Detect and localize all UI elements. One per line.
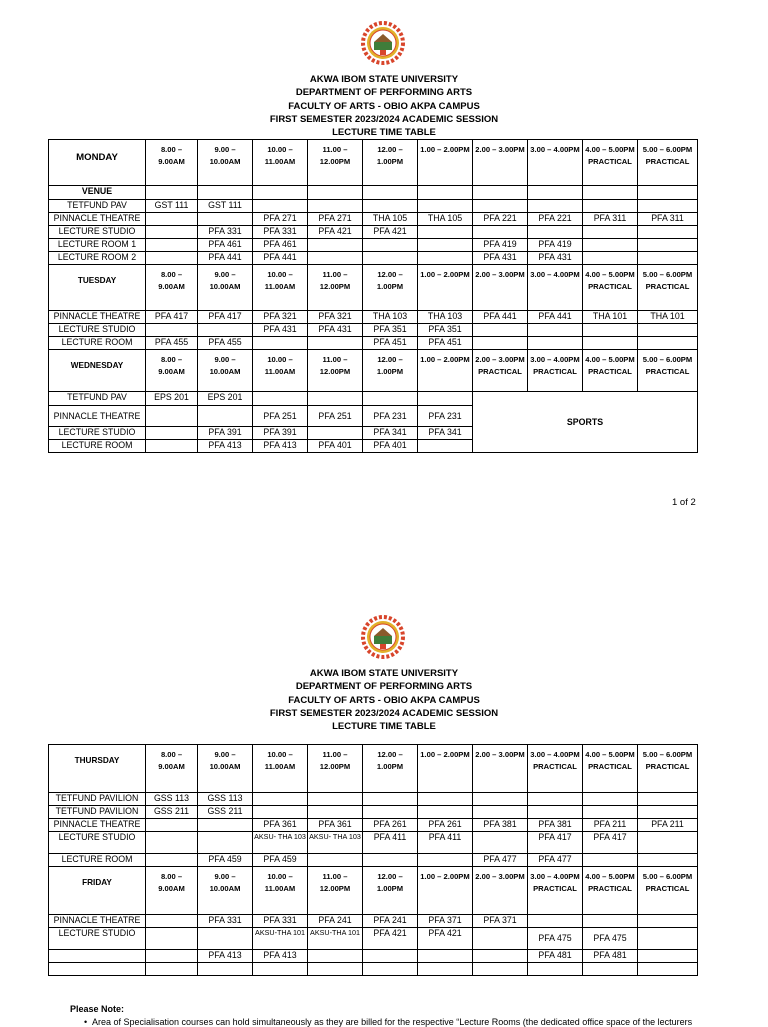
course-cell: PFA 431	[253, 324, 308, 337]
course-cell: EPS 201	[146, 392, 198, 406]
course-cell: PFA 261	[418, 819, 473, 832]
time-slot: 5.00 – 6.00PM PRACTICAL	[638, 745, 698, 793]
time-slot: 12.00 – 1.00PM	[363, 350, 418, 392]
course-cell: PFA 381	[473, 819, 528, 832]
header-block	[0, 73, 768, 139]
course-cell: PFA 311	[638, 213, 698, 226]
course-cell: PFA 251	[308, 406, 363, 427]
course-cell: PFA 475	[528, 928, 583, 950]
table-row	[49, 213, 698, 226]
table-row	[49, 226, 698, 239]
course-cell: PFA 221	[473, 213, 528, 226]
venue-cell: TETFUND PAVILION	[49, 806, 146, 819]
time-slot: 11.00 – 12.00PM	[308, 350, 363, 392]
time-slot: 4.00 – 5.00PM PRACTICAL	[583, 745, 638, 793]
time-slot: 9.00 – 10.00AM	[198, 867, 253, 915]
table-row	[49, 832, 698, 854]
time-slot: 2.00 – 3.00PM	[473, 140, 528, 186]
semester-title: FIRST SEMESTER 2023/2024 ACADEMIC SESSION	[269, 113, 499, 125]
course-cell: PFA 331	[198, 226, 253, 239]
table-row	[49, 915, 698, 928]
course-cell: PFA 381	[528, 819, 583, 832]
course-cell: PFA 401	[308, 440, 363, 453]
time-slot: 9.00 – 10.00AM	[198, 350, 253, 392]
time-slot: 8.00 – 9.00AM	[146, 745, 198, 793]
time-slot: 12.00 – 1.00PM	[363, 745, 418, 793]
course-cell: PFA 231	[363, 406, 418, 427]
venue-cell: LECTURE ROOM	[49, 440, 146, 453]
time-slot: 1.00 – 2.00PM	[418, 867, 473, 915]
course-cell: PFA 421	[418, 928, 473, 950]
course-cell: GSS 211	[198, 806, 253, 819]
venue-cell: LECTURE STUDIO	[49, 928, 146, 950]
course-cell: PFA 401	[363, 440, 418, 453]
course-cell: PFA 321	[253, 311, 308, 324]
time-slot: 2.00 – 3.00PM PRACTICAL	[473, 350, 528, 392]
day-label-monday: MONDAY	[49, 140, 146, 186]
table-row	[49, 337, 698, 350]
timetable-page-1	[48, 139, 698, 453]
venue-cell: TETFUND PAV	[49, 200, 146, 213]
time-slot: 11.00 – 12.00PM	[308, 867, 363, 915]
table-row	[49, 324, 698, 337]
time-slot: 9.00 – 10.00AM	[198, 265, 253, 311]
course-cell: PFA 461	[253, 239, 308, 252]
course-cell: PFA 211	[583, 819, 638, 832]
time-slot: 1.00 – 2.00PM	[418, 745, 473, 793]
course-cell: PFA 413	[198, 950, 253, 963]
course-cell: PFA 431	[473, 252, 528, 265]
time-slot: 12.00 – 1.00PM	[363, 867, 418, 915]
time-slot: 12.00 – 1.00PM	[363, 140, 418, 186]
time-slot: 4.00 – 5.00PM PRACTICAL	[583, 867, 638, 915]
course-cell: PFA 455	[198, 337, 253, 350]
friday-header-row	[49, 867, 698, 915]
time-slot: 9.00 – 10.00AM	[198, 140, 253, 186]
course-cell: PFA 481	[528, 950, 583, 963]
course-cell: PFA 419	[473, 239, 528, 252]
course-cell: PFA 411	[363, 832, 418, 854]
time-slot: 2.00 – 3.00PM	[473, 265, 528, 311]
venue-cell: PINNACLE THEATRE	[49, 311, 146, 324]
venue-cell: LECTURE STUDIO	[49, 226, 146, 239]
course-cell: PFA 241	[308, 915, 363, 928]
time-slot: 5.00 – 6.00PM PRACTICAL	[638, 265, 698, 311]
course-cell: GSS 113	[198, 793, 253, 806]
course-cell: AKSU-THA 101	[253, 928, 308, 950]
course-cell: THA 103	[363, 311, 418, 324]
course-cell: PFA 231	[418, 406, 473, 427]
time-slot: 5.00 – 6.00PM PRACTICAL	[638, 140, 698, 186]
venue-cell: PINNACLE THEATRE	[49, 406, 146, 427]
thursday-header-row	[49, 745, 698, 793]
time-slot: 11.00 – 12.00PM	[308, 745, 363, 793]
course-cell: PFA 331	[198, 915, 253, 928]
course-cell: PFA 413	[253, 950, 308, 963]
venue-cell: PINNACLE THEATRE	[49, 213, 146, 226]
department-name: DEPARTMENT OF PERFORMING ARTS	[295, 87, 473, 99]
course-cell: GSS 211	[146, 806, 198, 819]
note-title: Please Note:	[70, 1004, 125, 1014]
time-slot: 10.00 – 11.00AM	[253, 350, 308, 392]
table-row	[49, 793, 698, 806]
course-cell: PFA 421	[363, 928, 418, 950]
venue-cell: LECTURE ROOM 1	[49, 239, 146, 252]
venue-cell: LECTURE ROOM 2	[49, 252, 146, 265]
time-slot: 3.00 – 4.00PM PRACTICAL	[528, 350, 583, 392]
course-cell: PFA 417	[528, 832, 583, 854]
time-slot: 8.00 – 9.00AM	[146, 867, 198, 915]
sports-cell: SPORTS	[473, 392, 698, 453]
course-cell: PFA 461	[198, 239, 253, 252]
course-cell: PFA 431	[528, 252, 583, 265]
course-cell: PFA 477	[528, 854, 583, 867]
time-slot: 3.00 – 4.00PM	[528, 140, 583, 186]
course-cell: GST 111	[146, 200, 198, 213]
course-cell: PFA 371	[473, 915, 528, 928]
course-cell: PFA 361	[253, 819, 308, 832]
table-row	[49, 819, 698, 832]
venue-cell: LECTURE ROOM	[49, 337, 146, 350]
venue-cell: LECTURE STUDIO	[49, 427, 146, 440]
course-cell: PFA 417	[146, 311, 198, 324]
venue-cell: TETFUND PAV	[49, 392, 146, 406]
time-slot: 8.00 – 9.00AM	[146, 265, 198, 311]
document-title: LECTURE TIME TABLE	[332, 127, 436, 139]
course-cell: PFA 459	[198, 854, 253, 867]
time-slot: 2.00 – 3.00PM	[473, 745, 528, 793]
course-cell: PFA 271	[308, 213, 363, 226]
bullet-icon: •	[84, 1017, 88, 1027]
timetable-page-2	[48, 744, 698, 976]
course-cell: THA 105	[363, 213, 418, 226]
document-title: LECTURE TIME TABLE	[332, 721, 436, 733]
course-cell: AKSU- THA 103	[308, 832, 363, 854]
day-label-thursday: THURSDAY	[49, 745, 146, 793]
course-cell: PFA 221	[528, 213, 583, 226]
course-cell: PFA 441	[198, 252, 253, 265]
time-slot: 10.00 – 11.00AM	[253, 745, 308, 793]
day-label-friday: FRIDAY	[49, 867, 146, 915]
university-logo-icon	[354, 614, 412, 660]
course-cell: PFA 417	[198, 311, 253, 324]
time-slot: 1.00 – 2.00PM	[418, 350, 473, 392]
course-cell: PFA 441	[473, 311, 528, 324]
time-slot: 1.00 – 2.00PM	[418, 265, 473, 311]
venue-cell: PINNACLE THEATRE	[49, 819, 146, 832]
table-row	[49, 963, 698, 976]
course-cell: PFA 271	[253, 213, 308, 226]
course-cell: PFA 451	[363, 337, 418, 350]
time-slot: 10.00 – 11.00AM	[253, 140, 308, 186]
course-cell: PFA 251	[253, 406, 308, 427]
time-slot: 3.00 – 4.00PM PRACTICAL	[528, 867, 583, 915]
course-cell: PFA 431	[308, 324, 363, 337]
course-cell: PFA 477	[473, 854, 528, 867]
time-slot: 3.00 – 4.00PM PRACTICAL	[528, 745, 583, 793]
faculty-name: FACULTY OF ARTS - OBIO AKPA CAMPUS	[288, 694, 480, 706]
faculty-name: FACULTY OF ARTS - OBIO AKPA CAMPUS	[288, 100, 480, 112]
time-slot: 10.00 – 11.00AM	[253, 867, 308, 915]
course-cell: PFA 391	[253, 427, 308, 440]
course-cell: THA 101	[638, 311, 698, 324]
course-cell: GSS 113	[146, 793, 198, 806]
course-cell: THA 103	[418, 311, 473, 324]
course-cell: PFA 421	[308, 226, 363, 239]
course-cell: PFA 321	[308, 311, 363, 324]
course-cell: PFA 451	[418, 337, 473, 350]
time-slot: 3.00 – 4.00PM	[528, 265, 583, 311]
time-slot: 4.00 – 5.00PM PRACTICAL	[583, 265, 638, 311]
course-cell: THA 101	[583, 311, 638, 324]
course-cell: PFA 441	[253, 252, 308, 265]
table-row	[49, 239, 698, 252]
department-name: DEPARTMENT OF PERFORMING ARTS	[295, 681, 473, 693]
table-row	[49, 950, 698, 963]
course-cell: PFA 371	[418, 915, 473, 928]
wednesday-header-row	[49, 350, 698, 392]
course-cell: PFA 241	[363, 915, 418, 928]
course-cell: GST 111	[198, 200, 253, 213]
venue-label: VENUE	[49, 186, 146, 200]
monday-header-row	[49, 140, 698, 186]
course-cell: PFA 417	[583, 832, 638, 854]
course-cell: PFA 311	[583, 213, 638, 226]
time-slot: 11.00 – 12.00PM	[308, 265, 363, 311]
course-cell: PFA 351	[418, 324, 473, 337]
day-label-wednesday: WEDNESDAY	[49, 350, 146, 392]
table-row	[49, 200, 698, 213]
time-slot: 9.00 – 10.00AM	[198, 745, 253, 793]
table-row	[49, 854, 698, 867]
time-slot: 12.00 – 1.00PM	[363, 265, 418, 311]
table-row	[49, 392, 698, 406]
time-slot: 8.00 – 9.00AM	[146, 350, 198, 392]
day-label-tuesday: TUESDAY	[49, 265, 146, 311]
course-cell: PFA 421	[363, 226, 418, 239]
note-text: Area of Specialisation courses can hold simultaneously as they are billed for the respective “Lecture Rooms (the dedicated office space of the lecturers	[92, 1017, 693, 1027]
time-slot: 1.00 – 2.00PM	[418, 140, 473, 186]
header-block	[0, 667, 768, 733]
table-row	[49, 806, 698, 819]
course-cell: EPS 201	[198, 392, 253, 406]
course-cell: PFA 419	[528, 239, 583, 252]
time-slot: 5.00 – 6.00PM PRACTICAL	[638, 350, 698, 392]
course-cell: PFA 261	[363, 819, 418, 832]
venue-cell: TETFUND PAVILION	[49, 793, 146, 806]
course-cell: PFA 475	[583, 928, 638, 950]
course-cell: PFA 413	[198, 440, 253, 453]
table-row	[49, 311, 698, 324]
course-cell: PFA 391	[198, 427, 253, 440]
venue-header-row	[49, 186, 698, 200]
time-slot: 2.00 – 3.00PM	[473, 867, 528, 915]
venue-cell: LECTURE STUDIO	[49, 324, 146, 337]
course-cell: AKSU-THA 101	[308, 928, 363, 950]
course-cell: PFA 341	[363, 427, 418, 440]
course-cell: PFA 331	[253, 915, 308, 928]
time-slot: 10.00 – 11.00AM	[253, 265, 308, 311]
course-cell: PFA 361	[308, 819, 363, 832]
table-row	[49, 928, 698, 950]
university-logo-icon	[354, 20, 412, 66]
university-name: AKWA IBOM STATE UNIVERSITY	[309, 74, 459, 85]
course-cell: PFA 459	[253, 854, 308, 867]
note-line	[84, 1017, 768, 1027]
course-cell: AKSU- THA 103	[253, 832, 308, 854]
page-number: 1 of 2	[672, 497, 696, 508]
university-name: AKWA IBOM STATE UNIVERSITY	[309, 668, 459, 679]
course-cell: PFA 341	[418, 427, 473, 440]
venue-cell: PINNACLE THEATRE	[49, 915, 146, 928]
course-cell: THA 105	[418, 213, 473, 226]
course-cell: PFA 441	[528, 311, 583, 324]
time-slot: 11.00 – 12.00PM	[308, 140, 363, 186]
course-cell: PFA 351	[363, 324, 418, 337]
course-cell: PFA 331	[253, 226, 308, 239]
time-slot: 8.00 – 9.00AM	[146, 140, 198, 186]
time-slot: 4.00 – 5.00PM PRACTICAL	[583, 140, 638, 186]
time-slot: 5.00 – 6.00PM PRACTICAL	[638, 867, 698, 915]
course-cell: PFA 455	[146, 337, 198, 350]
course-cell: PFA 413	[253, 440, 308, 453]
table-row	[49, 252, 698, 265]
course-cell: PFA 211	[638, 819, 698, 832]
venue-cell: LECTURE STUDIO	[49, 832, 146, 854]
time-slot: 4.00 – 5.00PM PRACTICAL	[583, 350, 638, 392]
venue-cell: LECTURE ROOM	[49, 854, 146, 867]
tuesday-header-row	[49, 265, 698, 311]
semester-title: FIRST SEMESTER 2023/2024 ACADEMIC SESSION	[269, 707, 499, 719]
course-cell: PFA 411	[418, 832, 473, 854]
course-cell: PFA 481	[583, 950, 638, 963]
